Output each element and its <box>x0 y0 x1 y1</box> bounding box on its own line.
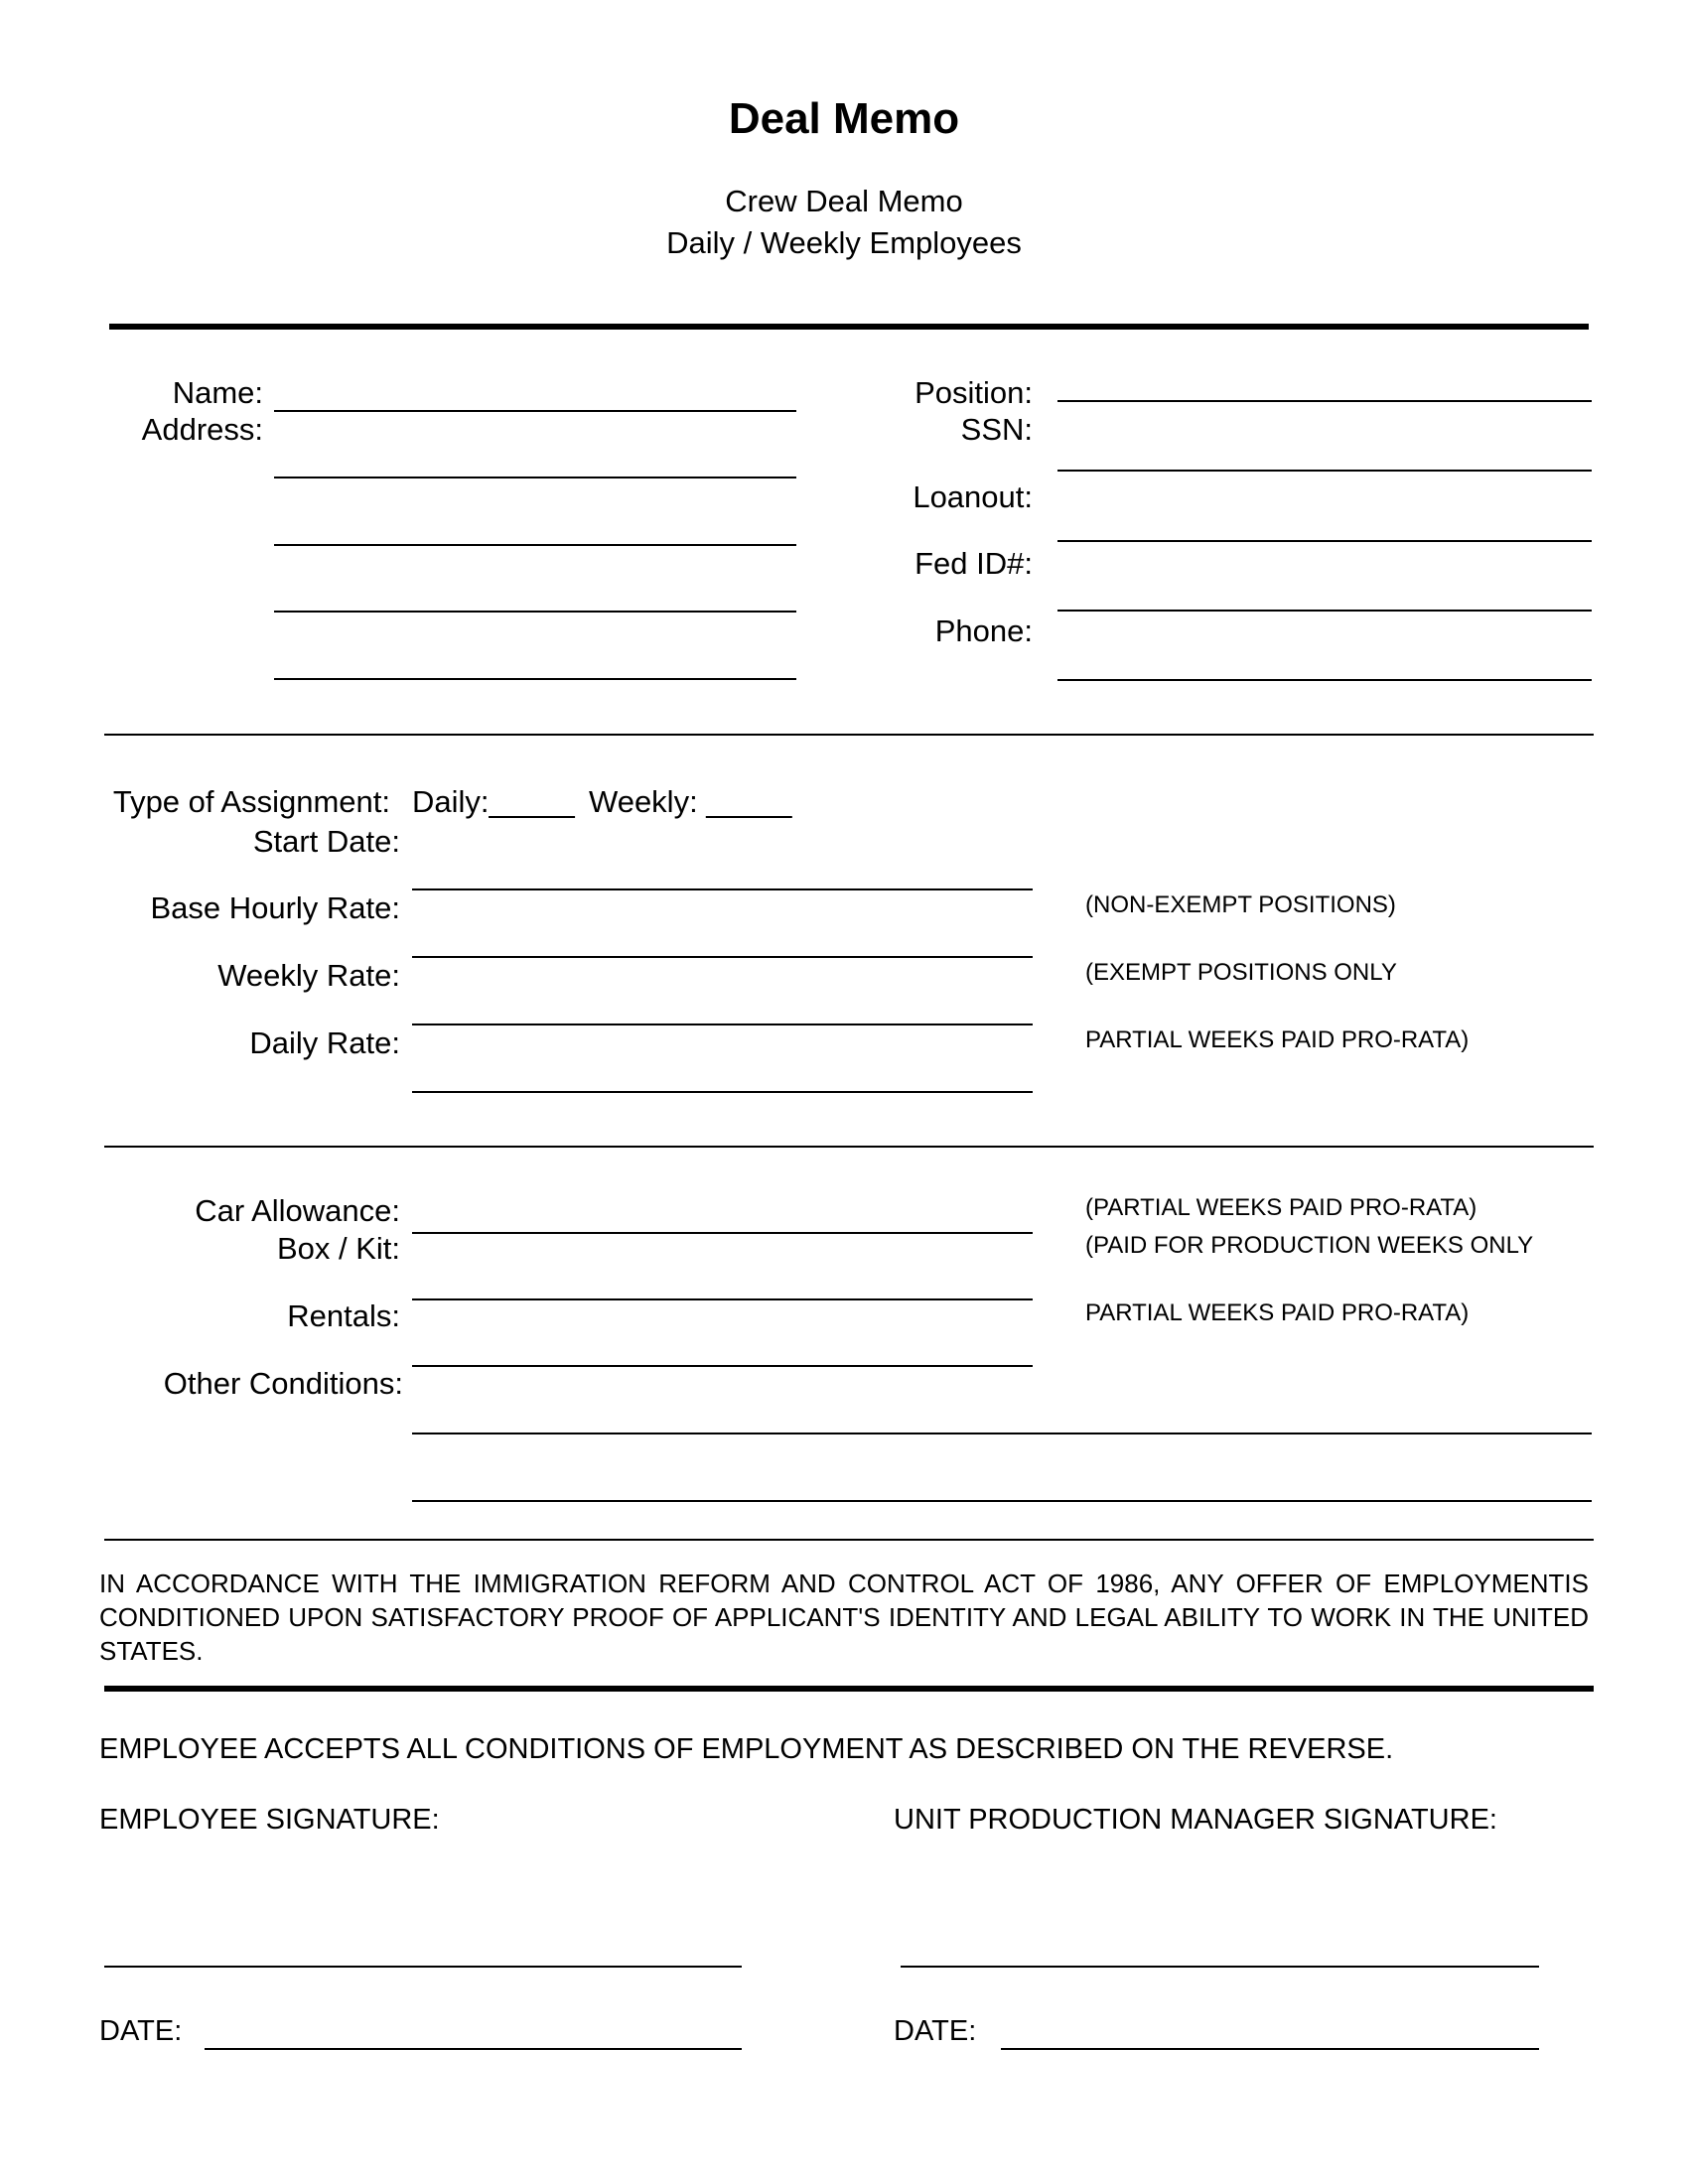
section-divider-1 <box>104 734 1594 736</box>
position-label: Position: <box>914 375 1033 410</box>
upm-date-label: DATE: <box>894 2015 977 2047</box>
position-underline <box>1057 400 1592 402</box>
page-title: Deal Memo <box>728 94 960 143</box>
loanout-label: Loanout: <box>913 479 1033 514</box>
employee-signature-area[interactable] <box>104 1926 742 1966</box>
address-underline-2 <box>274 544 796 546</box>
note-box-production-weeks: (PAID FOR PRODUCTION WEEKS ONLY <box>1085 1232 1534 1259</box>
acceptance-statement: EMPLOYEE ACCEPTS ALL CONDITIONS OF EMPLOYMENT AS DESCRIBED ON THE REVERSE. <box>99 1733 1394 1765</box>
upm-signature-line <box>901 1966 1539 1968</box>
section-divider-2 <box>104 1146 1594 1148</box>
ssn-field[interactable] <box>1057 435 1596 471</box>
address-label: Address: <box>141 412 263 447</box>
rentals-underline <box>412 1365 1033 1367</box>
daily-rate-field[interactable] <box>412 1056 1037 1092</box>
other-conditions-field-line-2[interactable] <box>412 1465 1596 1501</box>
base-hourly-rate-field[interactable] <box>412 921 1037 957</box>
employee-signature-label: EMPLOYEE SIGNATURE: <box>99 1804 440 1836</box>
phone-label: Phone: <box>934 614 1033 648</box>
loanout-field[interactable] <box>1057 505 1596 541</box>
daily-rate-label: Daily Rate: <box>249 1025 400 1060</box>
car-allowance-field[interactable] <box>412 1197 1037 1233</box>
note-exempt: (EXEMPT POSITIONS ONLY <box>1085 959 1397 986</box>
box-kit-field[interactable] <box>412 1264 1037 1299</box>
note-partial-weeks: PARTIAL WEEKS PAID PRO-RATA) <box>1085 1026 1470 1053</box>
upm-date-underline <box>1001 2048 1539 2050</box>
weekly-rate-underline <box>412 1024 1033 1025</box>
address-field-line-3[interactable] <box>274 576 800 612</box>
ssn-underline <box>1057 470 1592 472</box>
note-rentals-partial: PARTIAL WEEKS PAID PRO-RATA) <box>1085 1299 1470 1326</box>
legal-divider <box>104 1686 1594 1692</box>
address-field-line-2[interactable] <box>274 509 800 545</box>
upm-date-field[interactable] <box>1001 2013 1543 2049</box>
name-field[interactable] <box>274 375 800 411</box>
other-conditions-field-line-1[interactable] <box>412 1398 1596 1433</box>
page-subtitle-2: Daily / Weekly Employees <box>666 225 1022 260</box>
name-underline <box>274 410 796 412</box>
employee-signature-line <box>104 1966 742 1968</box>
address-field-line-4[interactable] <box>274 643 800 679</box>
daily-option-label[interactable]: Daily:_____ <box>412 784 575 819</box>
start-date-underline <box>412 888 1033 890</box>
address-underline-1 <box>274 477 796 478</box>
fed-id-underline <box>1057 610 1592 612</box>
rentals-label: Rentals: <box>287 1298 400 1333</box>
other-conditions-label: Other Conditions: <box>163 1366 403 1401</box>
employee-date-field[interactable] <box>205 2013 746 2049</box>
ssn-label: SSN: <box>960 412 1033 447</box>
note-car-partial: (PARTIAL WEEKS PAID PRO-RATA) <box>1085 1194 1477 1221</box>
car-allowance-underline <box>412 1232 1033 1234</box>
address-field-line-1[interactable] <box>274 442 800 478</box>
other-conditions-underline-1 <box>412 1433 1592 1434</box>
note-non-exempt: (NON-EXEMPT POSITIONS) <box>1085 891 1396 918</box>
start-date-label: Start Date: <box>252 824 400 859</box>
weekly-option-label[interactable]: Weekly: _____ <box>589 784 792 819</box>
immigration-notice: IN ACCORDANCE WITH THE IMMIGRATION REFORM AND CONTROL ACT OF 1986, ANY OFFER OF EMPLOYMENTIS CONDITIONED UPON SATISFACTORY PROOF OF APPLICANT'S IDENTITY AND LEGAL ABILITY TO WORK IN THE UNITED STATES. <box>99 1569 1589 1666</box>
upm-signature-label: UNIT PRODUCTION MANAGER SIGNATURE: <box>894 1804 1497 1836</box>
phone-underline <box>1057 679 1592 681</box>
section-divider-3 <box>104 1539 1594 1541</box>
address-underline-3 <box>274 611 796 613</box>
start-date-field[interactable] <box>412 854 1037 889</box>
other-conditions-underline-2 <box>412 1500 1592 1502</box>
page-subtitle-1: Crew Deal Memo <box>725 184 963 218</box>
loanout-underline <box>1057 540 1592 542</box>
address-underline-4 <box>274 678 796 680</box>
position-field[interactable] <box>1057 365 1596 401</box>
employee-date-label: DATE: <box>99 2015 183 2047</box>
phone-field[interactable] <box>1057 644 1596 680</box>
upm-signature-area[interactable] <box>901 1926 1539 1966</box>
rentals-field[interactable] <box>412 1330 1037 1366</box>
header-divider <box>109 324 1589 330</box>
box-kit-label: Box / Kit: <box>276 1231 400 1266</box>
employee-date-underline <box>205 2048 742 2050</box>
box-kit-underline <box>412 1298 1033 1300</box>
fed-id-field[interactable] <box>1057 575 1596 611</box>
weekly-rate-field[interactable] <box>412 989 1037 1024</box>
daily-rate-underline <box>412 1091 1033 1093</box>
type-of-assignment-label: Type of Assignment: <box>112 784 390 819</box>
car-allowance-label: Car Allowance: <box>195 1193 400 1228</box>
base-hourly-rate-underline <box>412 956 1033 958</box>
base-hourly-rate-label: Base Hourly Rate: <box>150 890 400 925</box>
name-label: Name: <box>172 375 263 410</box>
weekly-rate-label: Weekly Rate: <box>217 958 400 993</box>
fed-id-label: Fed ID#: <box>914 546 1033 581</box>
